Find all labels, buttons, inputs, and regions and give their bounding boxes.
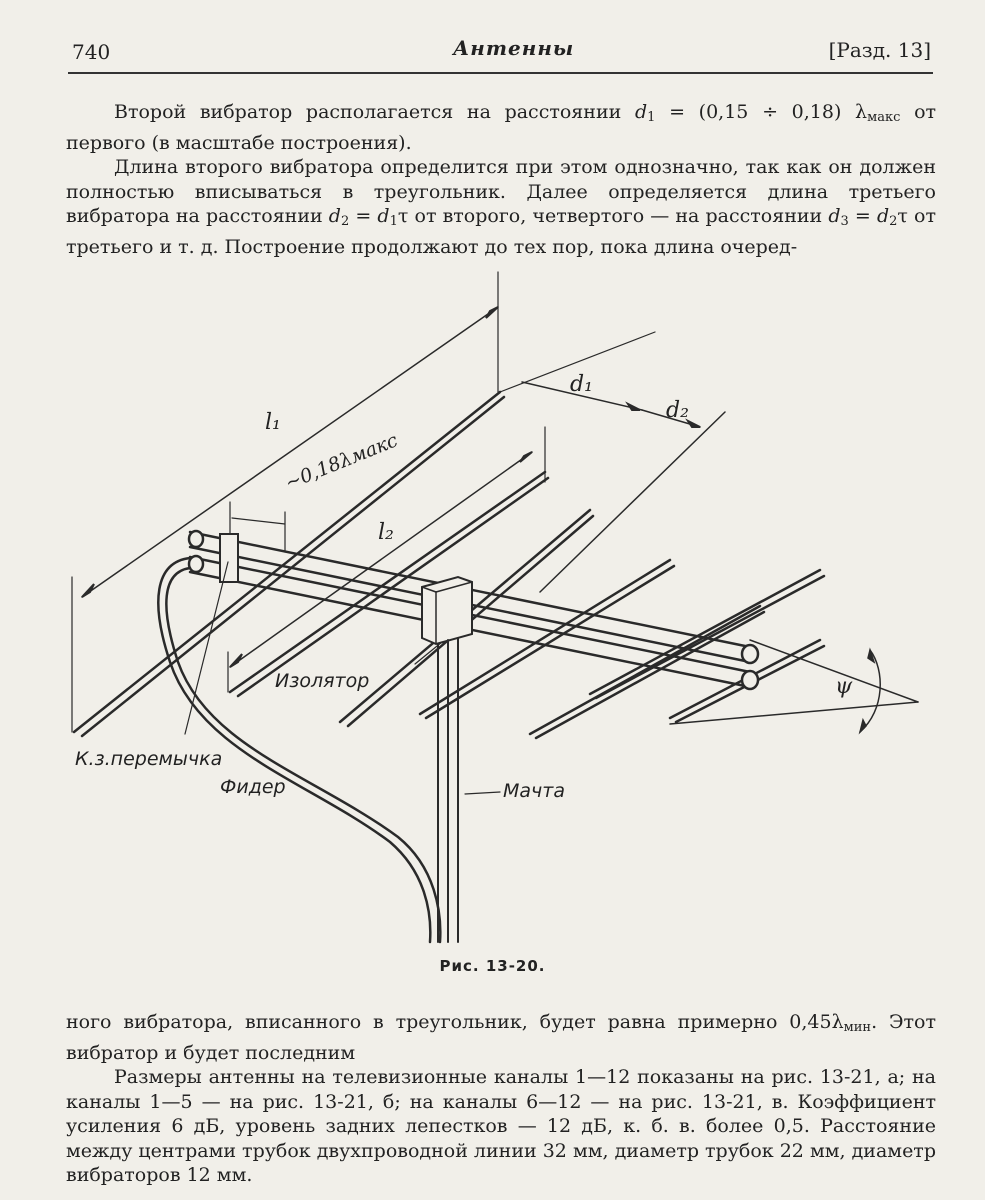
label-d2: d₂ bbox=[666, 398, 689, 423]
short-circuit-jumper bbox=[220, 534, 238, 582]
paragraph-1: Второй вибратор располагается на расстоянии $d_1 = (0,15 \div 0,18)$ $\lambda_{макс}$ от первого (в масштабе построения). bbox=[66, 101, 937, 154]
insulator-block bbox=[422, 577, 472, 644]
label-insulator: Изолятор bbox=[275, 670, 370, 692]
label-short-circuit: К.з.перемычка bbox=[75, 748, 223, 770]
label-mast: Мачта bbox=[503, 780, 565, 802]
antenna-drawing bbox=[60, 262, 940, 952]
page-number: 740 bbox=[72, 40, 111, 64]
antenna-figure bbox=[60, 262, 940, 952]
label-d1: d₁ bbox=[570, 372, 593, 397]
label-feeder: Фидер bbox=[220, 776, 286, 798]
dimension-l2 bbox=[228, 427, 545, 692]
top-text bbox=[66, 100, 936, 259]
section-ref: [Разд. 13] bbox=[828, 38, 931, 62]
paragraph-3: ного вибратора, вписанного в треугольник, будет равна примерно $0,45\lambda_{мин}$. Этот вибратор и будет последним bbox=[66, 1011, 937, 1064]
label-spacing: ~0,18λмакс bbox=[282, 429, 401, 495]
figure-caption: Рис. 13-20. bbox=[439, 957, 546, 975]
label-psi: ψ bbox=[835, 674, 853, 699]
paragraph-4: Размеры антенны на телевизионные каналы 1—12 показаны на рис. 13-21, а; на каналы 1—5 — на рис. 13-21, б; на каналы 6—12 — на рис. 13-21, в. Коэффициент усиления 6 дБ, уровень задних лепестков — 12 дБ, к. б. в. более 0,5. Расстояние между центрами трубок двухпроводной линии 32 мм, диаметр трубок 22 мм, диаметр вибраторов 12 мм. bbox=[66, 1066, 936, 1186]
bottom-text bbox=[66, 1010, 936, 1188]
mast-drawing bbox=[438, 638, 458, 942]
running-title: Антенны bbox=[453, 36, 575, 60]
page-header bbox=[68, 34, 933, 74]
paragraph-2: Длина второго вибратора определится при этом однозначно, так как он должен полностью вписываться в треугольник. Далее определяется длина третьего вибратора на расстоянии $d_2 = d_1\tau$ от второго, четвертого — на расстоянии $d_3 = d_2\tau$ от третьего и т. д. Построение продолжают до тех пор, пока длина очеред- bbox=[66, 156, 937, 258]
label-l1: l₁ bbox=[265, 410, 281, 435]
label-l2: l₂ bbox=[378, 520, 394, 545]
vibrator-2 bbox=[230, 472, 548, 696]
